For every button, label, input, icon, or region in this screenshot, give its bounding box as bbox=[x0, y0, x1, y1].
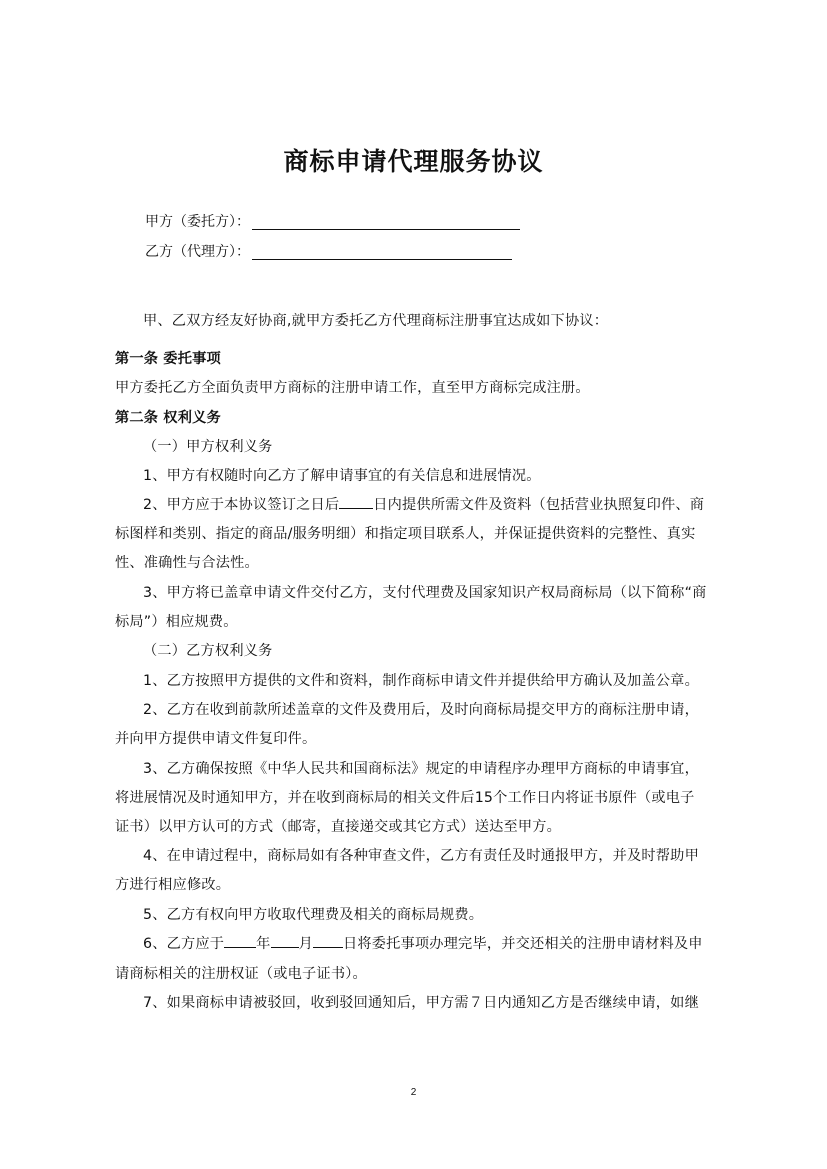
clause-a2-line2: 标图样和类别、指定的商品/服务明细）和指定项目联系人，并保证提供资料的完整性、真实 bbox=[115, 526, 696, 542]
clause-b6-post: 日将委托事项办理完毕，并交还相关的注册申请材料及申 bbox=[342, 936, 703, 952]
article-1-text: 甲方委托乙方全面负责甲方商标的注册申请工作，直至甲方商标完成注册。 bbox=[115, 380, 590, 396]
intro-paragraph: 甲、乙双方经友好协商,就甲方委托乙方代理商标注册事宜达成如下协议： bbox=[143, 313, 609, 329]
clause-b7: 7、如果商标申请被驳回，收到驳回通知后，甲方需７日内通知乙方是否继续申请，如继 bbox=[143, 995, 699, 1011]
party-b-row bbox=[145, 242, 512, 262]
page-number: 2 bbox=[410, 1087, 417, 1098]
clause-a1: 1、甲方有权随时向乙方了解申请事宜的有关信息和进展情况。 bbox=[143, 468, 541, 484]
clause-b3-line2: 将进展情况及时通知甲方，并在收到商标局的相关文件后15个工作日内将证书原件（或电子 bbox=[115, 790, 695, 806]
clause-a3-line1: 3、甲方将已盖章申请文件交付乙方，支付代理费及国家知识产权局商标局（以下简称“商 bbox=[143, 585, 707, 601]
clause-b1: 1、乙方按照甲方提供的文件和资料，制作商标申请文件并提供给甲方确认及加盖公章。 bbox=[143, 673, 699, 689]
clause-a2-line3: 性、准确性与合法性。 bbox=[115, 555, 259, 571]
party-b-label: 乙方（代理方）： bbox=[145, 244, 250, 260]
clause-b6-pre: 6、乙方应于 bbox=[143, 936, 225, 952]
clause-b3-line3: 证书）以甲方认可的方式（邮寄，直接递交或其它方式）送达至甲方。 bbox=[115, 819, 562, 835]
party-a-row bbox=[145, 212, 520, 232]
clause-b2-line2: 并向甲方提供申请文件复印件。 bbox=[115, 731, 317, 747]
clause-b5: 5、乙方有权向甲方收取代理费及相关的商标局规费。 bbox=[143, 907, 484, 923]
document-title: 商标申请代理服务协议 bbox=[283, 147, 544, 176]
day-blank[interactable] bbox=[313, 933, 343, 948]
party-b-blank[interactable] bbox=[252, 245, 512, 260]
clause-b6-line2: 请商标相关的注册权证（或电子证书）。 bbox=[115, 966, 367, 982]
section-b-heading: （二）乙方权利义务 bbox=[143, 643, 273, 659]
article-2-heading: 第二条 权利义务 bbox=[115, 410, 221, 426]
month-label: 月 bbox=[298, 936, 313, 952]
party-a-blank[interactable] bbox=[252, 215, 520, 230]
party-a-label: 甲方（委托方）： bbox=[145, 214, 250, 230]
year-label: 年 bbox=[256, 936, 271, 952]
clause-a2-pre: 2、甲方应于本协议签订之日后 bbox=[143, 497, 340, 513]
year-blank[interactable] bbox=[224, 933, 256, 948]
section-a-heading: （一）甲方权利义务 bbox=[143, 439, 273, 455]
clause-a3-line2: 标局”）相应规费。 bbox=[115, 614, 238, 630]
article-1-heading: 第一条 委托事项 bbox=[115, 351, 221, 367]
clause-b4-line1: 4、在申请过程中，商标局如有各种审查文件，乙方有责任及时通报甲方，并及时帮助甲 bbox=[143, 848, 699, 864]
clause-b2-line1: 2、乙方在收到前款所述盖章的文件及费用后，及时向商标局提交甲方的商标注册申请， bbox=[143, 702, 699, 718]
clause-b3-line1: 3、乙方确保按照《中华人民共和国商标法》规定的申请程序办理甲方商标的申请事宜， bbox=[143, 761, 699, 777]
clause-b6-line1 bbox=[143, 930, 703, 959]
days-blank[interactable] bbox=[339, 494, 373, 509]
clause-a2-post: 日内提供所需文件及资料（包括营业执照复印件、商 bbox=[373, 497, 705, 513]
month-blank[interactable] bbox=[271, 933, 299, 948]
clause-a2-line1 bbox=[143, 491, 704, 520]
clause-b4-line2: 方进行相应修改。 bbox=[115, 877, 231, 893]
